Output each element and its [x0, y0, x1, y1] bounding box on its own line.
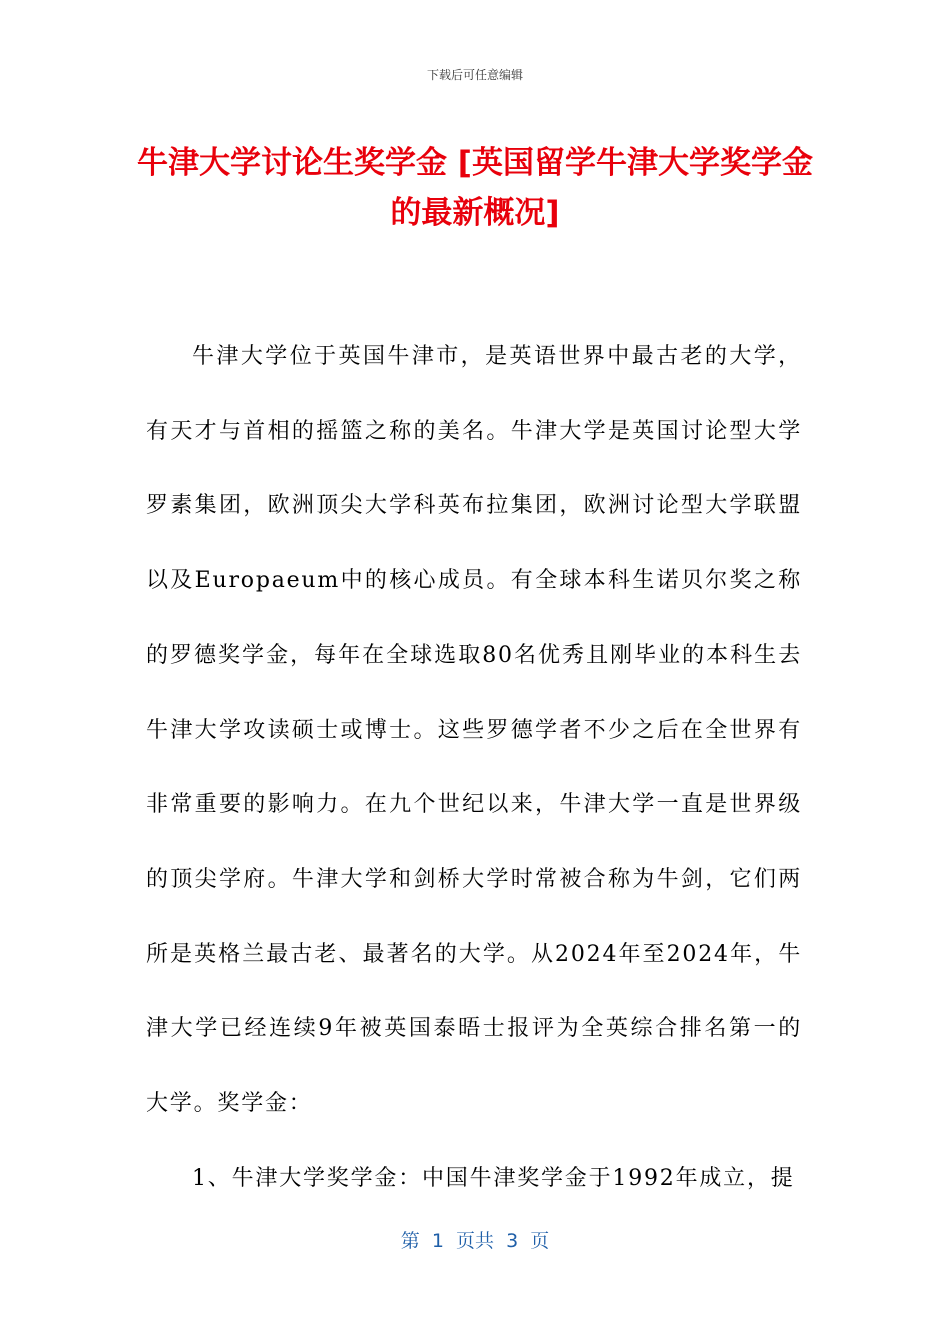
page-footer: [0, 1226, 950, 1253]
page-number-label: 第 1 页共 3 页: [400, 1230, 550, 1252]
document-body: [146, 320, 802, 1216]
paragraph-scholarship-1: 1、牛津大学奖学金：中国牛津奖学金于1992年成立，提: [192, 1165, 795, 1191]
document-title: 牛津大学讨论生奖学金 [英国留学牛津大学奖学金的最新概况]: [137, 145, 813, 231]
paragraph-intro: 牛津大学位于英国牛津市，是英语世界中最古老的大学，有天才与首相的摇篮之称的美名。牛津大学是英国讨论型大学罗素集团，欧洲顶尖大学科英布拉集团，欧洲讨论型大学联盟以及Europaeum中的核心成员。有全球本科生诺贝尔奖之称的罗德奖学金，每年在全球选取80名优秀且刚毕业的本科生去牛津大学攻读硕士或博士。这些罗德学者不少之后在全世界有非常重要的影响力。在九个世纪以来，牛津大学一直是世界级的顶尖学府。牛津大学和剑桥大学时常被合称为牛剑，它们两所是英格兰最古老、最著名的大学。从2024年至2024年，牛津大学已经连续9年被英国泰晤士报评为全英综合排名第一的大学。奖学金：: [146, 344, 802, 1117]
header-note: 下载后可任意编辑: [426, 68, 523, 82]
